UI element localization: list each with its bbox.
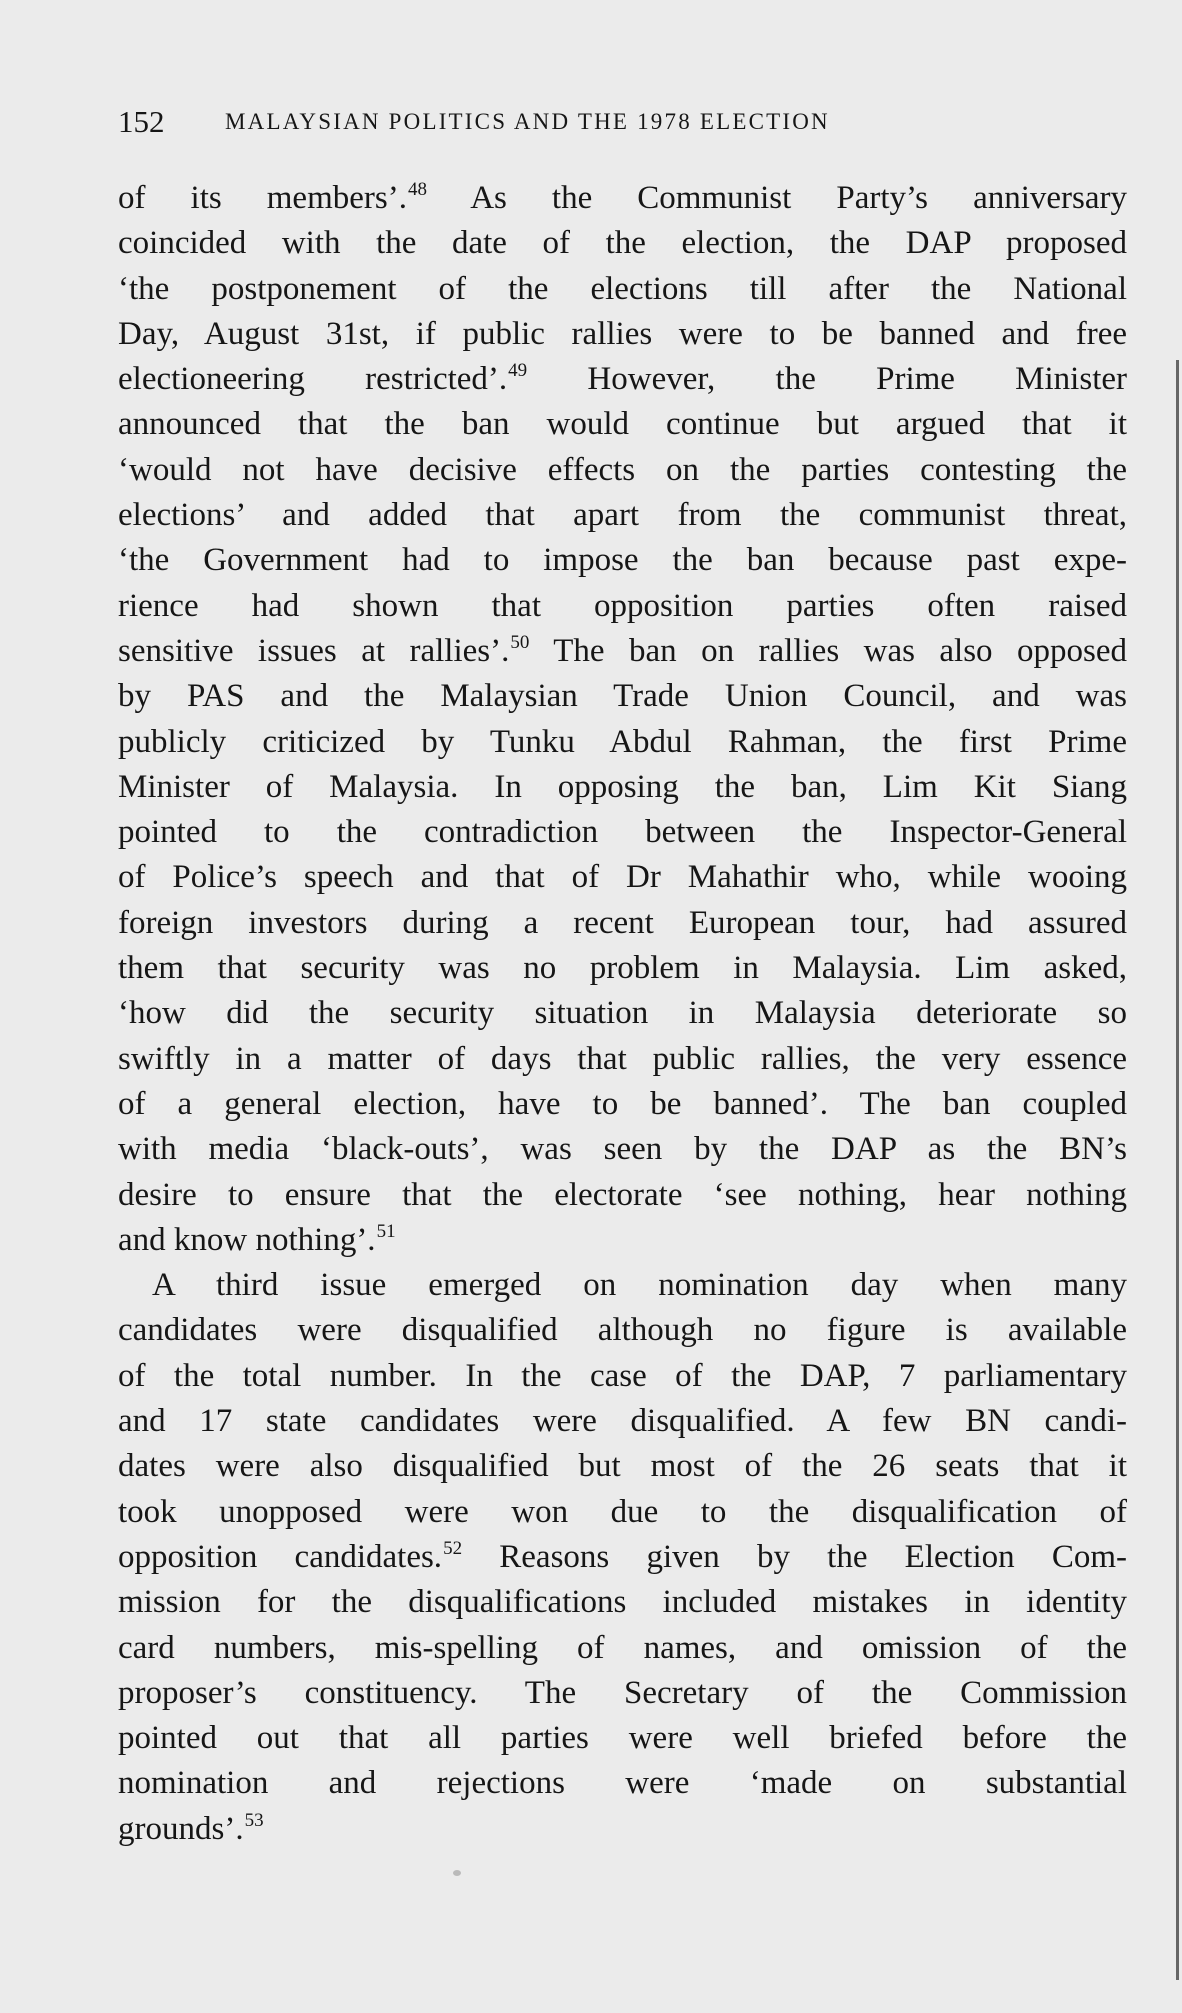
text-line (118, 267, 1127, 312)
text-segment: A third issue emerged on nomination day when many (152, 1267, 1127, 1304)
text-segment: of its members’. (118, 180, 407, 216)
text-line (118, 1173, 1127, 1218)
text-line (118, 1716, 1127, 1761)
footnote-marker: 49 (508, 360, 528, 382)
text-segment: took unopposed were won due to the disqualification of (118, 1493, 1127, 1530)
text-segment: desire to ensure that the electorate ‘see nothing, hear nothing (118, 1176, 1127, 1213)
text-line (118, 1761, 1127, 1806)
text-line (118, 1308, 1127, 1353)
text-line (118, 1580, 1127, 1625)
text-line (118, 1444, 1127, 1489)
text-line (118, 221, 1127, 266)
text-line (118, 1218, 1127, 1263)
text-line (118, 584, 1127, 629)
running-header (118, 104, 1128, 144)
text-line (118, 901, 1127, 946)
text-line (118, 1127, 1127, 1172)
text-segment: ‘how did the security situation in Malaysia deteriorate so (118, 995, 1127, 1032)
footnote-marker: 53 (244, 1809, 264, 1831)
text-line (118, 674, 1127, 719)
scan-speck (453, 1870, 461, 1876)
page-edge-shadow (1176, 360, 1179, 1980)
text-line (118, 855, 1127, 900)
text-line (118, 538, 1127, 583)
text-segment: electioneering restricted’. (118, 361, 508, 398)
text-line (118, 1671, 1127, 1716)
text-segment: ‘the postponement of the elections till after the National (118, 270, 1127, 307)
text-line (118, 720, 1127, 765)
text-line (118, 312, 1127, 357)
text-line (118, 1037, 1127, 1082)
footnote-marker: 52 (443, 1537, 463, 1559)
text-segment: candidates were disqualified although no figure is available (118, 1312, 1127, 1349)
text-segment: rience had shown that opposition parties often raised (118, 587, 1127, 624)
text-segment: nomination and rejections were ‘made on substantial (118, 1765, 1127, 1802)
text-segment: of the total number. In the case of the DAP, 7 parliamentary (118, 1357, 1127, 1394)
text-segment: ‘the Government had to impose the ban because past expe- (118, 542, 1127, 579)
text-line (118, 448, 1127, 493)
text-line (118, 810, 1127, 855)
text-segment: them that security was no problem in Malaysia. Lim asked, (118, 950, 1127, 987)
text-segment: As the Communist Party’s anniversary (426, 180, 1127, 216)
text-segment: pointed to the contradiction between the Inspector-General (118, 814, 1127, 851)
text-line (118, 946, 1127, 991)
text-segment: of a general election, have to be banned’. The ban coupled (118, 1085, 1127, 1122)
text-segment: grounds’. (118, 1810, 244, 1847)
text-segment: announced that the ban would continue but argued that it (118, 406, 1127, 443)
text-segment: mission for the disqualifications included mistakes in identity (118, 1584, 1127, 1621)
text-line (118, 1807, 1127, 1852)
text-segment: dates were also disqualified but most of the 26 seats that it (118, 1448, 1127, 1485)
footnote-marker: 48 (407, 179, 427, 200)
running-title: MALAYSIAN POLITICS AND THE 1978 ELECTION (225, 109, 830, 134)
body-text (118, 176, 1127, 1852)
text-segment: elections’ and added that apart from the communist threat, (118, 497, 1127, 534)
text-line (118, 1263, 1127, 1308)
text-segment: card numbers, mis-spelling of names, and omission of the (118, 1629, 1127, 1666)
text-segment: of Police’s speech and that of Dr Mahathir who, while wooing (118, 859, 1127, 896)
text-line (118, 402, 1127, 447)
text-segment: by PAS and the Malaysian Trade Union Council, and was (118, 678, 1127, 715)
text-line (118, 1626, 1127, 1671)
text-segment: with media ‘black-outs’, was seen by the DAP as the BN’s (118, 1131, 1127, 1168)
text-segment: foreign investors during a recent European tour, had assured (118, 904, 1127, 941)
text-segment: and know nothing’. (118, 1221, 376, 1258)
text-segment: ‘would not have decisive effects on the parties contesting the (118, 451, 1127, 488)
text-segment: pointed out that all parties were well briefed before the (118, 1720, 1127, 1757)
text-segment: swiftly in a matter of days that public rallies, the very essence (118, 1040, 1127, 1077)
text-line (118, 991, 1127, 1036)
text-line (118, 1535, 1127, 1580)
text-segment: Minister of Malaysia. In opposing the ban, Lim Kit Siang (118, 768, 1127, 805)
text-line (118, 629, 1127, 674)
text-line (118, 1399, 1127, 1444)
text-segment: proposer’s constituency. The Secretary of the Commission (118, 1674, 1127, 1711)
footnote-marker: 51 (376, 1220, 396, 1242)
text-line (118, 765, 1127, 810)
text-line (118, 493, 1127, 538)
text-segment: Reasons given by the Election Com- (462, 1538, 1127, 1575)
text-segment: Day, August 31st, if public rallies were to be banned and free (118, 315, 1127, 352)
text-segment: The ban on rallies was also opposed (529, 632, 1127, 669)
text-segment: opposition candidates. (118, 1538, 443, 1575)
text-segment: coincided with the date of the election, the DAP proposed (118, 225, 1127, 262)
text-segment: sensitive issues at rallies’. (118, 632, 510, 669)
text-segment: However, the Prime Minister (527, 361, 1127, 398)
text-line (118, 357, 1127, 402)
text-line (118, 1490, 1127, 1535)
text-segment: publicly criticized by Tunku Abdul Rahman, the first Prime (118, 723, 1127, 760)
page-number: 152 (118, 104, 165, 139)
text-line (118, 176, 1127, 221)
text-line (118, 1082, 1127, 1127)
text-line (118, 1354, 1127, 1399)
text-segment: and 17 state candidates were disqualified. A few BN candi- (118, 1403, 1127, 1440)
footnote-marker: 50 (510, 631, 530, 653)
